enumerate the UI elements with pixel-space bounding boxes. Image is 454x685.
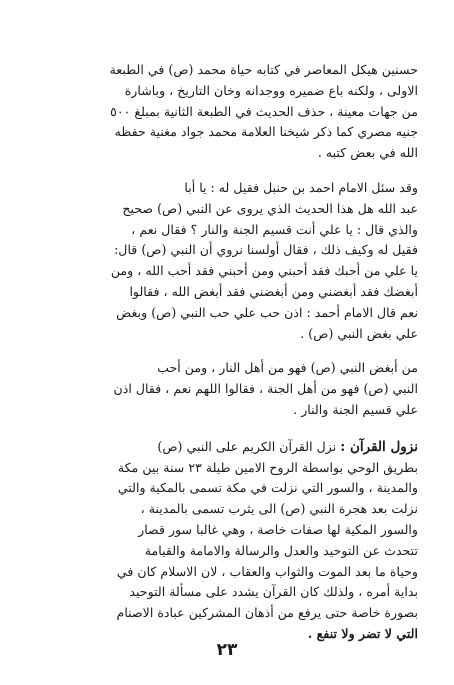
text-line: فقيل له وكيف ذلك ، فقال أولسنا نروي أن النبي (ص) قال: [114,242,418,258]
page-number: ٢٣ [216,640,238,660]
paragraph-3 [42,358,418,420]
text-line: من جهات معينة ، حذف الحديث في الطبعة الثانية بمبلغ ٥٠٠ [110,103,418,119]
text-line: جنيه مصري كما ذكر شيخنا العلامة محمد جواد مغنية حفظه [114,124,418,140]
text-line: النبي (ص) فهو من أهل الجنة ، فقالوا اللهم نعم ، فقال اذن [113,381,418,397]
section-heading: نزول القرآن : [340,438,418,455]
text-line: عبد الله هل هذا الحديث الذي يروى عن النبي (ص) صحيح [122,200,418,216]
text-line: من أبغض النبي (ص) فهو من أهل النار ، ومن أحب [157,360,418,376]
text-line: علي قسيم الجنة والنار . [293,401,418,417]
text-line: بداية أمره ، ولذلك كان القرآن يشدد على مسألة التوحيد [129,584,418,600]
text-line: أبغضك فقد أبغضني ومن أبغضني فقد أبغض الله ، فقالوا [129,283,418,299]
text-line: وحياة ما بعد الموت والثواب والعقاب ، لان الاسلام كان في [116,563,418,579]
text-line: والمدينة ، والسور التي نزلت في مكة تسمى بالمكية والتي [117,480,418,496]
section-quran-revelation [42,437,418,645]
text-line: بصورة خاصة حتى يرفع من أذهان المشركين عبادة الاصنام [116,605,418,621]
text-line: بطريق الوحي بواسطة الروح الامين طيلة ٢٣ سنة بين مكة [117,459,418,475]
text-line: والسور المكية لها صفات خاصة ، وهي غالبا سور قصار [138,521,418,537]
text-line: حسنين هيكل المعاصر في كتابه حياة محمد (ص) في الطبعة [109,62,418,77]
section-first-line [42,437,418,458]
section-last-line: التي لا تضر ولا تنفع . [307,625,418,641]
text-line: يا علي من أحبك فقد أحبني ومن أحبني فقد أحب الله ، ومن [110,263,418,279]
text-line: وقد سئل الامام احمد بن حنبل فقيل له : يا أبا [184,179,418,195]
text-line: نعم قال الامام أحمد : اذن حب علي حب النبي (ص) وبغض [116,304,418,320]
text-line: الاولى ، ولكنه باع ضميره ووجدانه وخان التاريخ ، وباشارة [124,82,418,98]
text-line: والذي قال : يا علي أنت قسيم الجنة والنار ؟ فقال نعم ، [131,221,418,237]
section-first-line-text: نزل القرآن الكريم على النبي (ص) [157,438,337,454]
text-line: تتحدث عن التوحيد والعدل والرسالة والامامة والقيامة [144,542,418,558]
paragraph-1 [42,60,418,164]
page-body [42,60,418,645]
paragraph-2 [42,178,418,344]
text-line: نزلت بعد هجرة النبي (ص) الى يثرب تسمى بالمدينة ، [140,501,418,517]
text-line: علي بغض النبي (ص) . [300,325,418,341]
text-line: الله في بعض كتبه . [317,145,418,161]
